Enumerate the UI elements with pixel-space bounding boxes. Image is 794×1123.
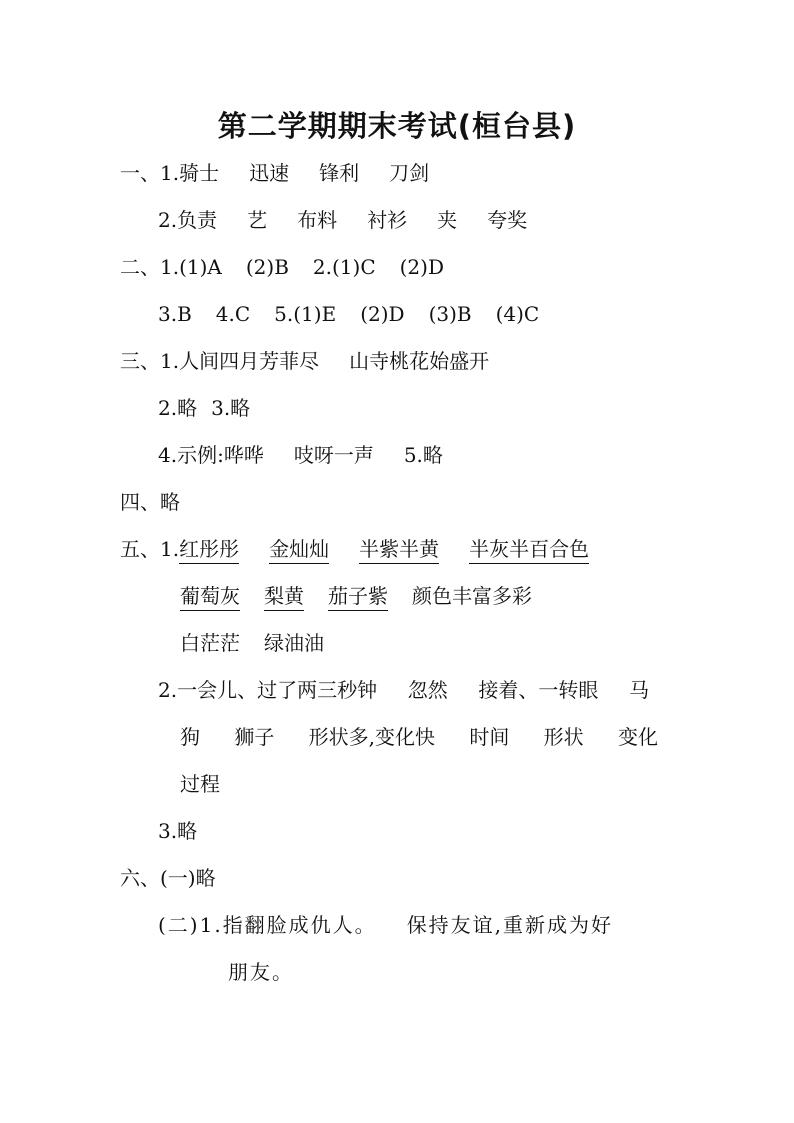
page-title: 第二学期期末考试(桓台县) [217,109,577,143]
answer-item: (4)C [495,302,540,326]
q3-prefix: 三、1. [120,349,180,373]
q5-line2 [180,583,532,611]
q5-p3-line: 3.略 [158,819,198,843]
q3-example-prefix: 4.示例: [158,443,224,467]
answer-item: 时间 [469,725,510,749]
underlined-answer: 葡萄灰 [180,583,240,611]
q6-line1: 六、(一)略 [120,866,216,890]
answer-item: 吱呀一声 [293,443,374,467]
answer-item: (1)A [179,255,222,279]
answer-item: 变化 [618,725,658,749]
answer-item: 5.略 [403,443,443,467]
q2-prefix: 二、1. [120,255,180,279]
answer-item: 一会儿、过了两三秒钟 [177,678,378,702]
answer-item: 5.(1)E [274,302,337,326]
answer-item: 刀剑 [389,161,430,185]
q4-line: 四、略 [120,490,180,514]
answer-item: 3.略 [211,396,251,420]
answer-item: 衬衫 [367,208,408,232]
q1-line1 [120,160,429,186]
answer-item: 4.C [215,302,251,326]
q1-line2 [158,207,527,233]
underlined-answer: 梨黄 [264,583,304,611]
q6-line2 [158,912,613,938]
answer-item: 马 [629,678,650,702]
answer-item: 形状多,变化快 [308,725,436,749]
answer-item: 负责 [177,208,218,232]
q5-p2-line1 [158,677,649,703]
q1-prefix: 一、1. [120,161,180,185]
q5-p2-line2 [180,724,658,750]
answer-item: 迅速 [249,161,290,185]
answer-item: 形状 [543,725,584,749]
q6-sub-prefix: (二)1. [158,913,223,937]
answer-item: 2.略 [158,396,198,420]
answer-item: 哗哗 [223,443,264,467]
answer-item: 锋利 [319,161,360,185]
q3-line1 [120,348,489,374]
q1-sub-prefix: 2. [158,208,178,232]
answer-item: 人间四月芳菲尽 [179,349,320,373]
underlined-answer: 半紫半黄 [359,536,439,564]
answer-item: 艺 [247,208,268,232]
answer-item: 骑士 [179,161,220,185]
answer-item: 绿油油 [264,631,324,655]
answer-item: (2)D [360,302,405,326]
answer-item: 保持友谊,重新成为好 [406,913,614,937]
q6-line3: 朋友。 [228,960,294,984]
answer-item: 布料 [297,208,338,232]
underlined-answer: 半灰半百合色 [469,536,589,564]
underlined-answer: 红彤彤 [179,536,239,564]
answer-item: (2)D [399,255,444,279]
q5-line1 [120,536,589,564]
answer-item: 狮子 [234,725,275,749]
answer-item: 夹 [437,208,458,232]
answer-item: 接着、一转眼 [478,678,599,702]
underlined-answer: 茄子紫 [328,583,388,611]
q5-p2-line3: 过程 [180,772,220,796]
q3-line3 [158,442,443,468]
q2-line1 [120,254,444,280]
q2-line2 [158,301,539,327]
answer-item: 2.(1)C [312,255,376,279]
answer-item: 3.B [158,302,192,326]
answer-item: 白茫茫 [180,631,240,655]
q5-prefix: 五、1. [120,537,180,561]
q3-line2 [158,395,250,421]
answer-item: 狗 [180,725,200,749]
answer-item: 指翻脸成仇人。 [222,913,377,937]
answer-item: (2)B [245,255,289,279]
q5-sub-prefix: 2. [158,678,178,702]
answer-item: (3)B [428,302,472,326]
q5-p2-line1-items [177,677,649,703]
q5-line3 [180,630,324,656]
underlined-answer: 金灿灿 [269,536,329,564]
answer-item: 颜色丰富多彩 [412,584,532,608]
answer-item: 山寺桃花始盛开 [349,349,490,373]
answer-item: 忽然 [407,678,448,702]
answer-item: 夸奖 [487,208,528,232]
